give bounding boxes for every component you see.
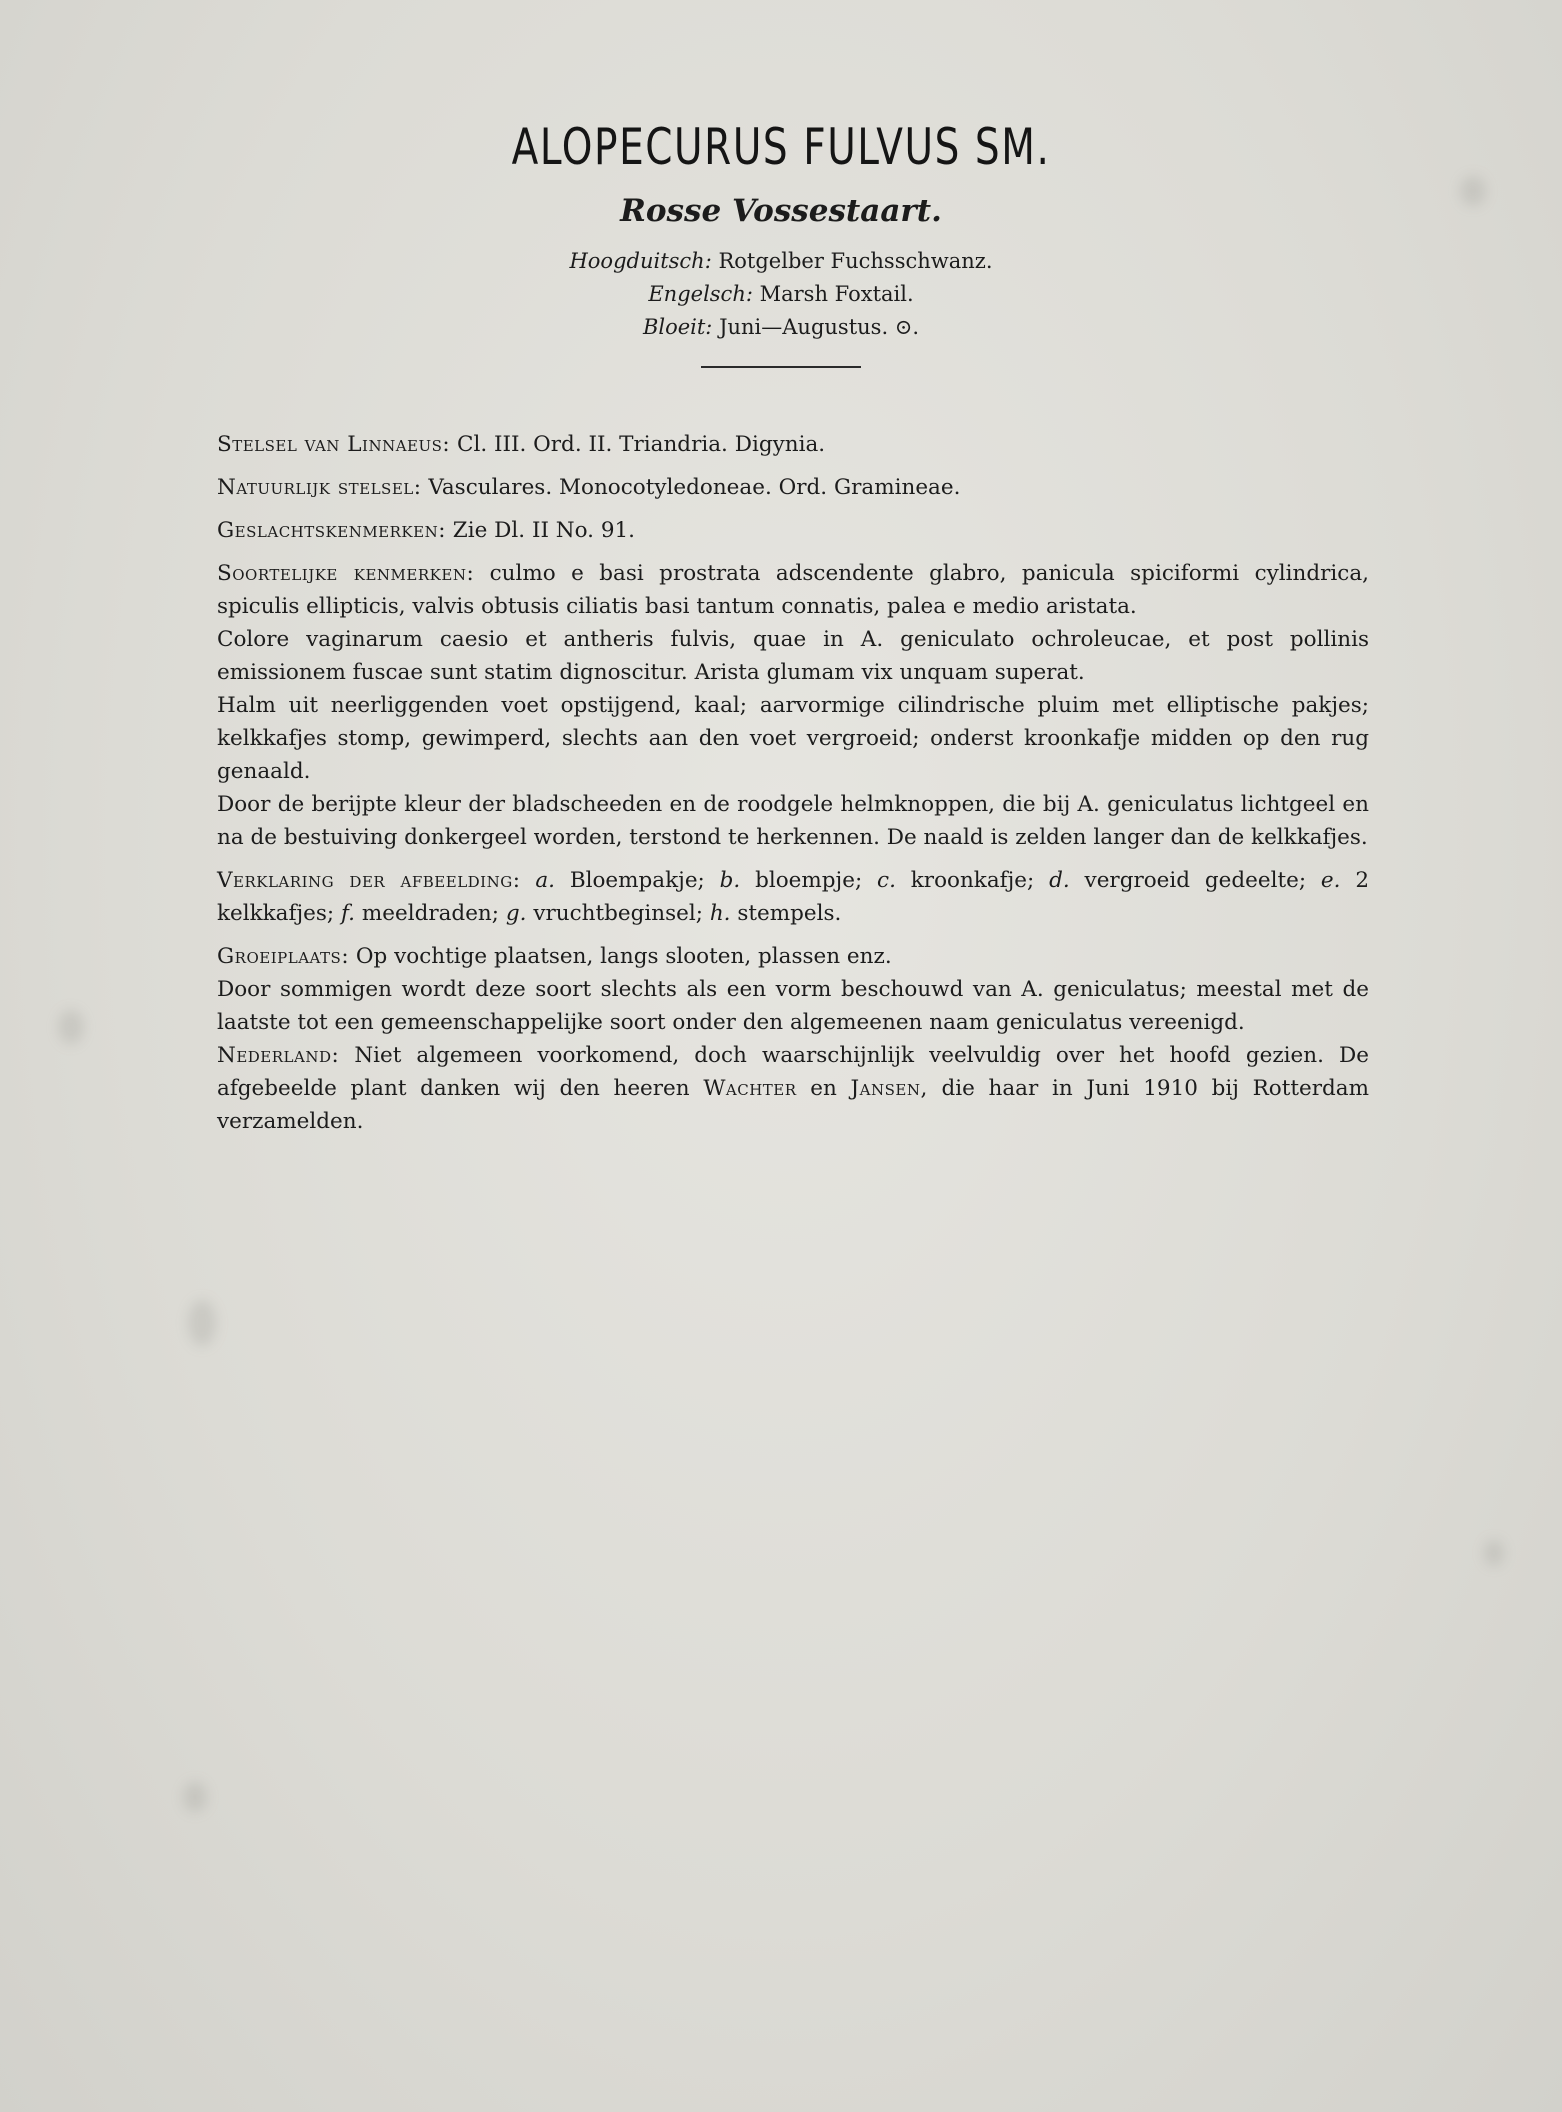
netherlands-paragraph	[217, 1039, 1369, 1138]
page-title: ALOPECURUS FULVUS SM.	[511, 118, 1051, 176]
natural-system-paragraph	[217, 471, 1369, 504]
collector-name-1: Wachter	[703, 1076, 797, 1101]
habitat-label: Groeiplaats:	[217, 944, 350, 969]
bloom-label: Bloeit:	[642, 315, 713, 339]
genus-paragraph	[217, 514, 1369, 547]
figure-key-b: b.	[719, 868, 741, 893]
figure-key-c: c.	[877, 868, 896, 893]
linnaeus-text: Cl. III. Ord. II. Triandria. Digynia.	[457, 432, 826, 457]
figure-key-f-text: meeldraden;	[361, 901, 500, 926]
genus-text: Zie Dl. II No. 91.	[452, 518, 636, 543]
figure-key-a-text: Bloempakje;	[569, 868, 705, 893]
netherlands-text: Niet algemeen voorkomend, doch waarschijnlijk veelvuldig over het hoofd gezien. De afgebeelde plant danken wij den heeren	[217, 1043, 1369, 1101]
figure-explanation-paragraph	[217, 864, 1369, 930]
description-body	[217, 428, 1369, 1148]
habitat-paragraph	[217, 940, 1369, 973]
figure-key-e: e.	[1320, 868, 1341, 893]
english-name-line	[0, 278, 1562, 311]
english-label: Engelsch:	[648, 282, 753, 306]
page-header	[0, 115, 1562, 368]
header-divider	[701, 366, 861, 368]
bloom-value: Juni—Augustus. ⊙.	[719, 315, 920, 339]
bloom-line	[0, 311, 1562, 344]
figure-key-d: d.	[1049, 868, 1070, 893]
figure-key-b-text: bloempje;	[755, 868, 863, 893]
natural-system-label: Natuurlijk stelsel:	[217, 475, 422, 500]
dutch-diagnosis-paragraph: Door de berijpte kleur der bladscheeden en de roodgele helmknoppen, die bij A. geniculatus lichtgeel en na de bestuiving donkergeel worden, terstond te herkennen. De naald is zelden langer dan de kelkkafjes.	[217, 792, 1369, 850]
common-names	[0, 245, 1562, 344]
species-text: culmo e basi prostrata adscendente glabro, panicula spiciformi cylindrica, spiculis ellipticis, valvis obtusis ciliatis basi tantum connatis, palea e medio aristata.	[217, 561, 1369, 619]
german-name-line	[0, 245, 1562, 278]
figure-explanation-label: Verklaring der afbeelding:	[217, 868, 521, 893]
smudge-mark	[183, 1782, 207, 1812]
netherlands-text-end: die haar in Juni 1910 bij Rotterdam verzamelden.	[217, 1076, 1369, 1134]
german-label: Hoogduitsch:	[569, 249, 712, 273]
collector-conjunction: en	[810, 1076, 837, 1101]
habitat-text: Op vochtige plaatsen, langs slooten, plassen enz.	[355, 944, 892, 969]
figure-key-e-text: 2 kelkkafjes;	[217, 868, 1369, 926]
netherlands-label: Nederland:	[217, 1043, 340, 1068]
figure-key-h: h.	[709, 901, 731, 926]
species-label: Soortelijke kenmerken:	[217, 561, 475, 586]
figure-key-f: f.	[340, 901, 356, 926]
german-value: Rotgelber Fuchsschwanz.	[718, 249, 993, 273]
figure-key-a: a.	[535, 868, 555, 893]
english-value: Marsh Foxtail.	[759, 282, 914, 306]
figure-key-g: g.	[505, 901, 527, 926]
natural-system-text: Vasculares. Monocotyledoneae. Ord. Gramineae.	[428, 475, 961, 500]
linnaeus-label: Stelsel van Linnaeus:	[217, 432, 451, 457]
figure-key-c-text: kroonkafje;	[910, 868, 1035, 893]
latin-diagnosis-paragraph: Colore vaginarum caesio et antheris fulvis, quae in A. geniculato ochroleucae, et post pollinis emissionem fuscae sunt statim dignoscitur. Arista glumam vix unquam superat.	[217, 627, 1369, 685]
smudge-mark	[1484, 1540, 1504, 1566]
smudge-mark	[188, 1300, 216, 1346]
collector-name-2: Jansen,	[850, 1076, 928, 1101]
page-subtitle: Rosse Vossestaart.	[620, 193, 942, 229]
species-paragraph	[217, 557, 1369, 623]
genus-label: Geslachtskenmerken:	[217, 518, 446, 543]
smudge-mark	[58, 1010, 84, 1044]
figure-key-g-text: vruchtbeginsel;	[533, 901, 703, 926]
habitat-note-paragraph: Door sommigen wordt deze soort slechts als een vorm beschouwd van A. geniculatus; meestal met de laatste tot een gemeenschappelijke soort onder den algemeenen naam geniculatus vereenigd.	[217, 977, 1369, 1035]
figure-key-h-text: stempels.	[737, 901, 842, 926]
linnaeus-paragraph	[217, 428, 1369, 461]
dutch-description-paragraph: Halm uit neerliggenden voet opstijgend, kaal; aarvormige cilindrische pluim met elliptische pakjes; kelkkafjes stomp, gewimperd, slechts aan den voet vergroeid; onderst kroonkafje midden op den rug genaald.	[217, 693, 1369, 784]
figure-key-d-text: vergroeid gedeelte;	[1084, 868, 1307, 893]
